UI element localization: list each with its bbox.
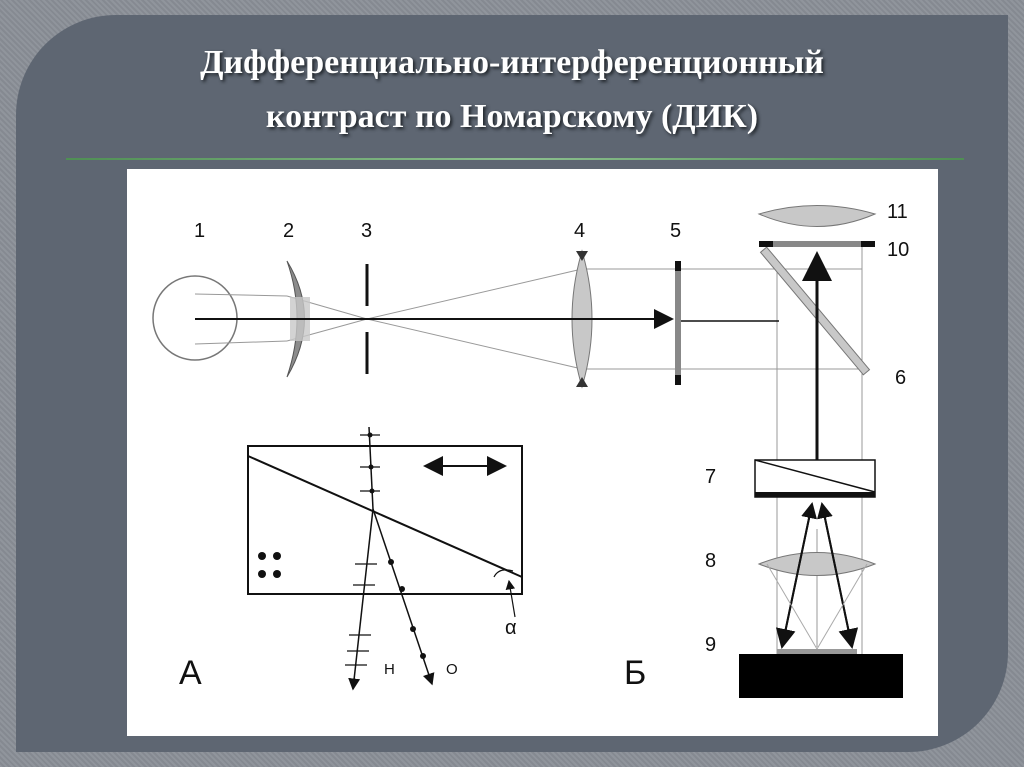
- polarizer: [675, 261, 681, 385]
- dic-diagram: [127, 169, 938, 736]
- dic-diagram-svg: [127, 169, 938, 736]
- analyzer: [759, 241, 875, 247]
- label-4: 4: [574, 220, 586, 242]
- extraordinary-ray: [353, 509, 373, 689]
- label-6: 6: [895, 367, 907, 389]
- label-5: 5: [670, 220, 682, 242]
- prism-detail-box: [248, 446, 522, 594]
- slide-title: [0, 36, 1024, 144]
- panel-a-label: А: [179, 654, 202, 692]
- label-10: 10: [887, 239, 910, 261]
- label-angle: α: [505, 617, 517, 639]
- eyepiece-lens: [759, 206, 875, 227]
- label-ordinary: О: [446, 661, 458, 678]
- slide-title-line-2: контраст по Номарскому (ДИК): [265, 98, 759, 135]
- label-7: 7: [705, 466, 717, 488]
- specimen: [739, 654, 903, 698]
- objective-lens: [759, 553, 875, 576]
- label-9: 9: [705, 634, 717, 656]
- panel-b-label: Б: [624, 654, 647, 692]
- optic-axis-dots: [258, 552, 281, 578]
- label-3: 3: [361, 220, 373, 242]
- label-extraordinary: Н: [384, 661, 395, 678]
- title-underline: [66, 158, 964, 160]
- label-2: 2: [283, 220, 295, 242]
- label-1: 1: [194, 220, 206, 242]
- prism-interface: [248, 456, 522, 577]
- label-11: 11: [887, 201, 908, 223]
- label-8: 8: [705, 550, 717, 572]
- slide-title-line-1: Дифференциально-интерференционный: [200, 44, 824, 81]
